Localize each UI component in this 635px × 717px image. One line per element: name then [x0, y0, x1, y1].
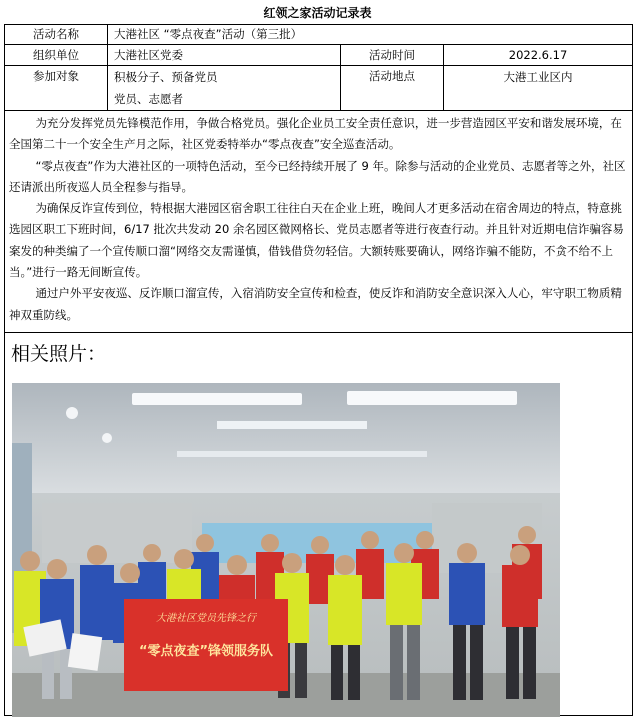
- group-photo: [12, 383, 560, 717]
- red-banner: [124, 599, 288, 691]
- photos-heading: 相关照片：: [11, 342, 107, 365]
- participants-line-1: 积极分子、预备党员: [114, 70, 218, 84]
- org-label: 组织单位: [5, 45, 108, 66]
- activity-name-label: 活动名称: [5, 25, 108, 45]
- org-value: 大港社区党委: [108, 45, 341, 66]
- document-title: 红领之家活动记录表: [263, 6, 372, 20]
- paragraph-3: 为确保反诈宣传到位，特根据大港园区宿舍职工往往白天在企业上班，晚间人才更多活动在宿舍周边的特点，特意挑选园区职工下班时间，6/17 批次共发动 20 余名园区微网格长、党员志愿者等进行夜查行动。并且针对近期电信诈骗容易案发的种类编了一个宣传顺口溜“网络交友需谨慎，借钱借贷勿轻信。大额转账要确认，网络诈骗不能防，不贪不给不上当。”进行一路无间断宣传。: [9, 201, 624, 280]
- paragraph-2: “零点夜查”作为大港社区的一项特色活动，至今已经持续开展了 9 年。除参与活动的企业党员、志愿者等之外，社区还请派出所夜巡人员全程参与指导。: [9, 158, 626, 194]
- banner-main-text: “零点夜查”锋领服务队: [138, 643, 274, 659]
- paragraph-1: 为充分发挥党员先锋模范作用，争做合格党员。强化企业员工安全责任意识，进一步营造园区平安和谐发展环境，在全国第二十一个安全生产月之际，社区党委特举办“零点夜查”安全巡查活动。: [9, 116, 622, 152]
- row-photos: [5, 332, 633, 715]
- photos-cell: [5, 332, 633, 715]
- participants-label: 参加对象: [5, 66, 108, 111]
- location-label: 活动地点: [341, 66, 444, 111]
- row-description: [5, 111, 633, 333]
- banner-top-text: 大港社区党员先锋之行: [156, 612, 256, 624]
- time-label: 活动时间: [341, 45, 444, 66]
- description-cell: [5, 111, 633, 333]
- participants-line-2: 党员、志愿者: [114, 92, 183, 106]
- participants-value: [108, 66, 341, 111]
- time-value: 2022.6.17: [444, 45, 633, 66]
- row-org-time: [5, 45, 633, 66]
- paragraph-4: 通过户外平安夜巡、反诈顺口溜宣传，入宿消防安全宣传和检查，使反诈和消防安全意识深入人心，牢守职工物质精神双重防线。: [9, 286, 622, 322]
- location-value: 大港工业区内: [444, 66, 633, 111]
- activity-name-value: 大港社区 “零点夜查”活动（第三批）: [108, 25, 633, 45]
- activity-record-table: [4, 24, 633, 716]
- row-activity-name: [5, 25, 633, 45]
- row-participants-location: [5, 66, 633, 111]
